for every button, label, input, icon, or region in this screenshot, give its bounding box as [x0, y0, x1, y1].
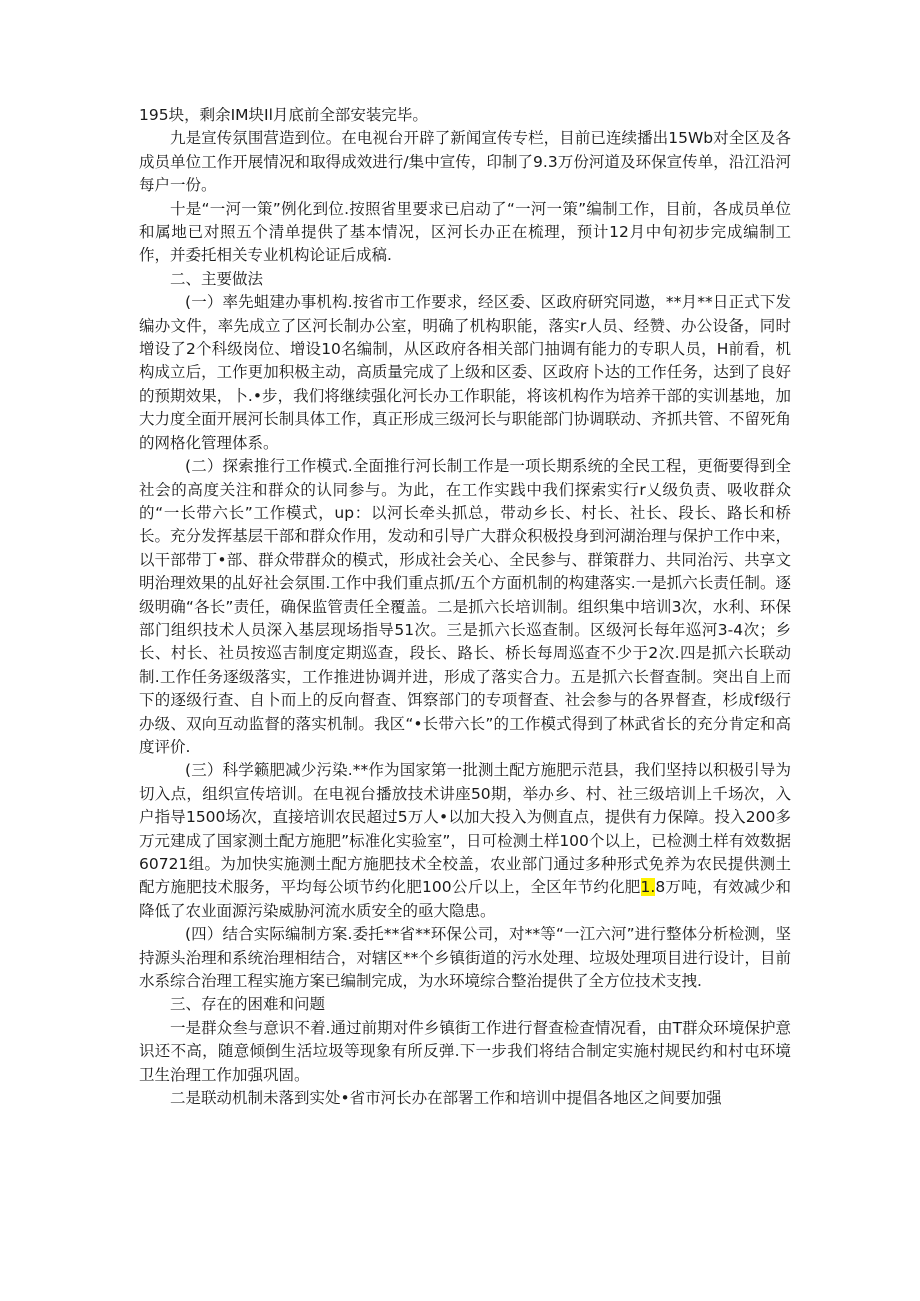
paragraph-problem-1: 一是群众叁与意识不着.通过前期对件乡镇街工作进行督查检查情况看，由T群众环境保护意识还不高，随意倾倒生活垃圾等现象有所反弹.下一步我们将结合制定实施村规民约和村屯环境卫生治理工作加强巩固。 — [139, 1018, 791, 1084]
section-heading-main-methods: 二、主要做法 — [170, 269, 264, 288]
paragraph-item-9: 九是宣传氛围营造到位。在电视台开辟了新闻宣传专栏，目前已连续播出15Wb对全区及各成员单位工作开展情况和取得成效进行/集中宣传，印制了9.3万份河道及环保宣传单，沿江沿河每户一份。 — [139, 129, 791, 195]
paragraph-method-4: (四）结合实际编制方案.委托**省**环保公司，对**等“一江六河”进行整体分析检测，坚持源头治理和系统治理相结合，对辖区**个乡镇街道的污水处理、垃圾处理项目进行设计，目前水系综合治理工程实施方案已编制完成，为水环境综合整治提供了全方位技术支拽. — [139, 925, 791, 991]
paragraph-method-2: (二）探索推行工作模式.全面推行河长制工作是一项长期系统的全民工程，更衙要得到全社会的高度关注和群众的认同参与。为此，在工作实践中我们探索实行r乂级负责、吸收群众的“一长带六长”工作模式，up：以河长牵头抓总，带动乡长、村长、社长、段长、路长和桥长。充分发挥基层干部和群众作用，发动和引导广大群众积极投身到河湖治理与保护工作中来，以干部带丁•部、群众带群众的模式，形成社会关心、全民参与、群策群力、共同治污、共享文明治理效果的乩好社会氛围.工作中我们重点抓/五个方面机制的构建落实.一是抓六长责任制。逐级明确“各长”责任，确保监管责任全覆盖。二是抓六长培训制。组织集中培训3次，水利、环保部门组织技术人员深入基层现场指导51次。三是抓六长巡查制。区级河长每年巡河3-4次；乡长、村长、社员按巡吉制度定期巡查，段长、路长、桥长每周巡查不少于2次.四是抓六长联动制.工作任务逐级落实，工作推进协调并进，形成了落实合力。五是抓六长督查制。突出自上而下的逐级行查、自卜而上的反向督查、饵察部门的专项督查、社会参与的各界督查，杉成f级行办级、双向互动监督的落实机制。我区“•长带六长”的工作模式得到了林武省长的充分肯定和高度评价. — [139, 457, 791, 756]
paragraph-item-10: 十是“一河一策”例化到位.按照省里要求已启动了“一河一策”编制工作，目前，各成员单位和属地已对照五个清单提供了基本情况，区河长办正在梳理，预计12月中旬初步完成编制工作，并委托相关专业机构论证后成稿. — [139, 199, 791, 265]
section-heading-problems: 三、存在的困难和问题 — [170, 995, 326, 1014]
paragraph-problem-2: 二是联动机制未落到实处•省市河长办在部署工作和培训中提倡各地区之间要加强 — [170, 1089, 722, 1108]
method-3-text-before: (三）科学籁肥减少污染.**作为国家第一批测土配方施肥示范县，我们坚持以积极引导为切入点，组织宣传培训。在电视台播放技术讲座50期，举办乡、村、社三级培训上千场次，入户指导1500场次，直接培训农民超过5万人•以加大投入为侧直点，提供有力保障。投入200多万元建成了国家测土配方施肥”标准化实验室”，日可检测土样100个以上，已检测土样有效数据60721组。为加快实施测土配方施肥技术全校盖，农业部门通过多种形式免养为农民提供测土配方施肥技术服务，平均每公顷节约化肥100公斤以上，全区年节约化肥 — [139, 761, 791, 897]
document-body — [139, 104, 791, 1110]
highlighted-text: 1. — [640, 878, 656, 897]
paragraph-continuation: 195块，剩余IM块Il月底前全部安装完毕。 — [139, 106, 428, 124]
paragraph-method-3 — [139, 759, 791, 923]
method-3-text-after: 8万吨，有效减少和降低了农业面源污染威胁河流水质安全的亟大隐患。 — [139, 878, 791, 920]
paragraph-method-1: (一）率先蛆建办事机构.按省市工作要求，经区委、区政府研究同遨，**月**日正式下发编办文件，率先成立了区河长制办公室，明确了机构职能，落实r人员、经赞、办公设备，同时增设了2个科级岗位、增设10名编制，从区政府各相关部门抽调有能力的专职人员，H前看，机构成立后，工作更加积极主动，高质量完成了上级和区委、区政府卜达的工作任务，达到了良好的预期效果，卜.•步，我们将继续强化河长办工作职能，将该机构作为培养干部的实训基地，加大力度全面开展河长制具体工作，真正形成三级河长与职能部门协调联动、齐抓共管、不留死角的网格化管理体系。 — [139, 293, 791, 452]
